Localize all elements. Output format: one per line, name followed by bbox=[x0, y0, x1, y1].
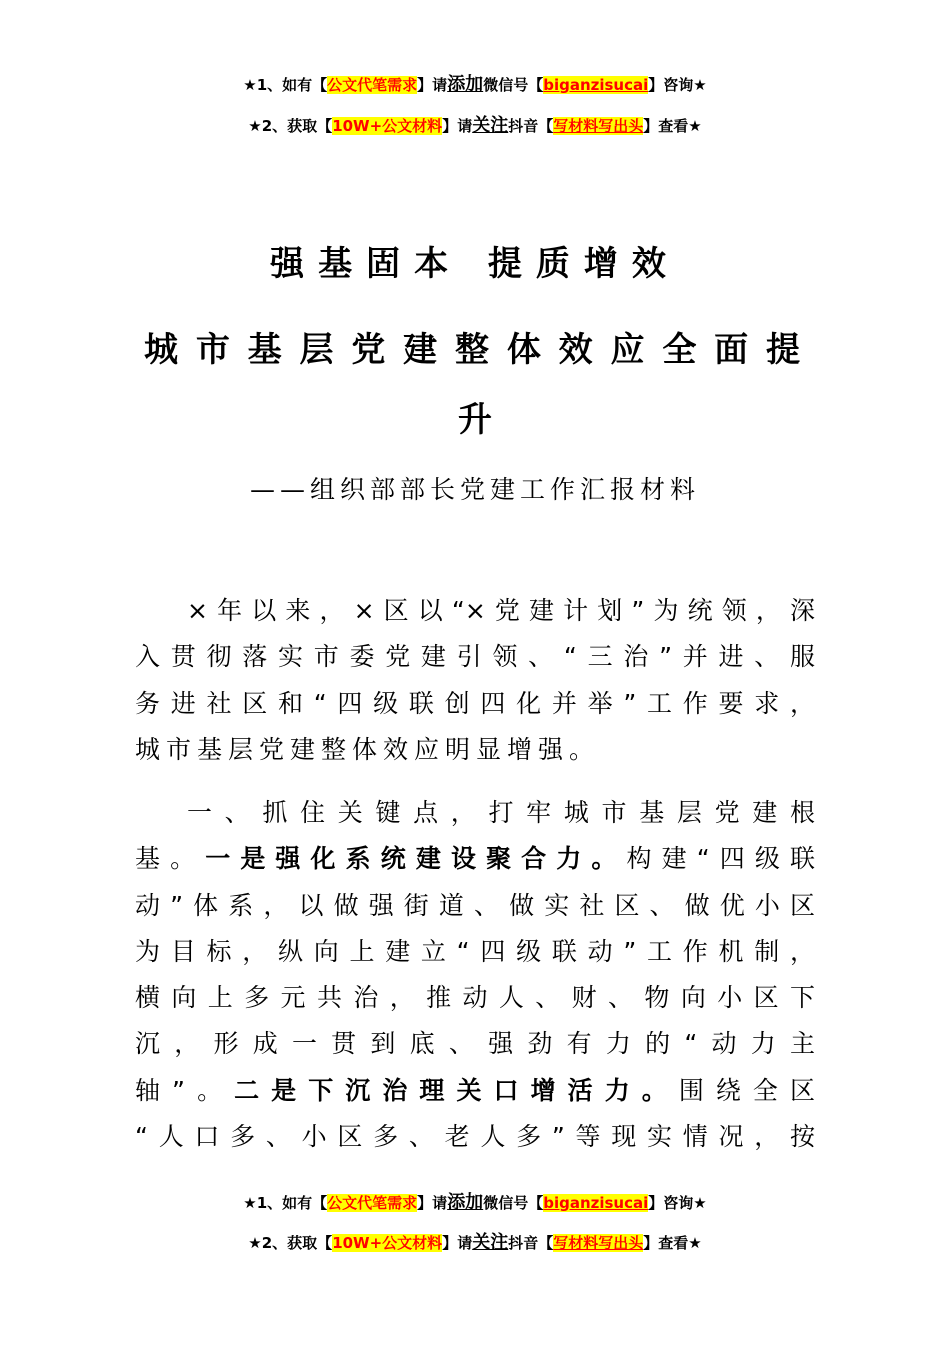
promo-text: 】请 bbox=[417, 1194, 448, 1212]
promo-text: 抖音【 bbox=[508, 1234, 554, 1252]
promo-text: 】咨询★ bbox=[648, 76, 707, 94]
body-text: 横向上多元共治，推动人、财、物向小区下 bbox=[135, 983, 815, 1013]
promo-line-2 bbox=[0, 111, 950, 137]
promo-text: 抖音【 bbox=[508, 117, 554, 135]
title-line-1: 强基固本 提质增效 bbox=[270, 244, 680, 284]
promo-line-1-bottom bbox=[0, 1188, 950, 1214]
title-line-3: 升 bbox=[458, 400, 492, 440]
promo-line-1 bbox=[0, 70, 950, 96]
text-line bbox=[135, 1068, 815, 1114]
promo-emphasis: 添加 bbox=[447, 74, 484, 95]
text-line bbox=[135, 727, 815, 773]
paragraph-2 bbox=[135, 790, 815, 1160]
promo-text: 】请 bbox=[417, 76, 448, 94]
promo-emphasis: 关注 bbox=[472, 1232, 509, 1253]
promo-text: ★1、如有【 bbox=[243, 76, 328, 94]
promo-text: 】查看★ bbox=[643, 1234, 702, 1252]
text-line bbox=[135, 975, 815, 1021]
text-line bbox=[135, 790, 815, 836]
text-line bbox=[135, 681, 815, 727]
text-line bbox=[135, 1114, 815, 1160]
text-line bbox=[135, 588, 815, 634]
promo-line-2-bottom bbox=[0, 1228, 950, 1254]
body-text: 沉，形成一贯到底、强劲有力的“动力主 bbox=[135, 1029, 815, 1059]
body-text: “人口多、小区多、老人多”等现实情况，按 bbox=[135, 1122, 815, 1152]
promo-text: 】请 bbox=[442, 1234, 473, 1252]
text-line bbox=[135, 1021, 815, 1067]
promo-highlight: 公文代笔需求 bbox=[327, 1194, 418, 1212]
douyin-id: 写材料写出头 bbox=[553, 117, 644, 135]
text-line bbox=[135, 634, 815, 680]
wechat-id: biganzisucai bbox=[543, 1194, 649, 1212]
body-text: 入贯彻落实市委党建引领、“三治”并进、服 bbox=[135, 642, 815, 672]
body-text: 动”体系，以做强街道、做实社区、做优小区 bbox=[135, 890, 815, 920]
paragraph-1 bbox=[135, 588, 815, 773]
promo-highlight: 公文代笔需求 bbox=[327, 76, 418, 94]
promo-text: 微信号【 bbox=[483, 76, 544, 94]
body-text: 城市基层党建整体效应明显增强。 bbox=[135, 734, 601, 764]
body-text: 务进社区和“四级联创四化并举”工作要求， bbox=[135, 688, 815, 718]
body-text: ×年以来，×区以“×党建计划”为统领，深 bbox=[187, 596, 815, 625]
promo-text: 】咨询★ bbox=[648, 1194, 707, 1212]
bold-heading-text: 二是下沉治理关口增活力。 bbox=[234, 1075, 679, 1105]
text-line bbox=[135, 883, 815, 929]
body-text: 一、抓住关键点，打牢城市基层党建根 bbox=[187, 798, 815, 827]
body-text: 构建“四级联 bbox=[626, 844, 815, 874]
promo-text: ★2、获取【 bbox=[248, 1234, 333, 1252]
body-text: 基。 bbox=[135, 844, 206, 874]
promo-highlight: 10W+公文材料 bbox=[332, 1234, 443, 1252]
promo-emphasis: 关注 bbox=[472, 115, 509, 136]
douyin-id: 写材料写出头 bbox=[553, 1234, 644, 1252]
promo-text: ★2、获取【 bbox=[248, 117, 333, 135]
title-line-2: 城市基层党建整体效应全面提 bbox=[144, 330, 800, 370]
body-text: 为目标，纵向上建立“四级联动”工作机制， bbox=[135, 936, 815, 966]
bold-heading-text: 一是强化系统建设聚合力。 bbox=[205, 844, 627, 874]
text-line bbox=[135, 929, 815, 975]
wechat-id: biganzisucai bbox=[543, 76, 649, 94]
promo-emphasis: 添加 bbox=[447, 1192, 484, 1213]
promo-text: 】请 bbox=[442, 117, 473, 135]
promo-text: ★1、如有【 bbox=[243, 1194, 328, 1212]
promo-text: 】查看★ bbox=[643, 117, 702, 135]
promo-text: 微信号【 bbox=[483, 1194, 544, 1212]
subtitle: ——组织部部长党建工作汇报材料 bbox=[249, 475, 700, 504]
promo-highlight: 10W+公文材料 bbox=[332, 117, 443, 135]
body-text: 围绕全区 bbox=[678, 1075, 815, 1105]
text-line bbox=[135, 836, 815, 882]
body-text: 轴”。 bbox=[135, 1075, 235, 1105]
